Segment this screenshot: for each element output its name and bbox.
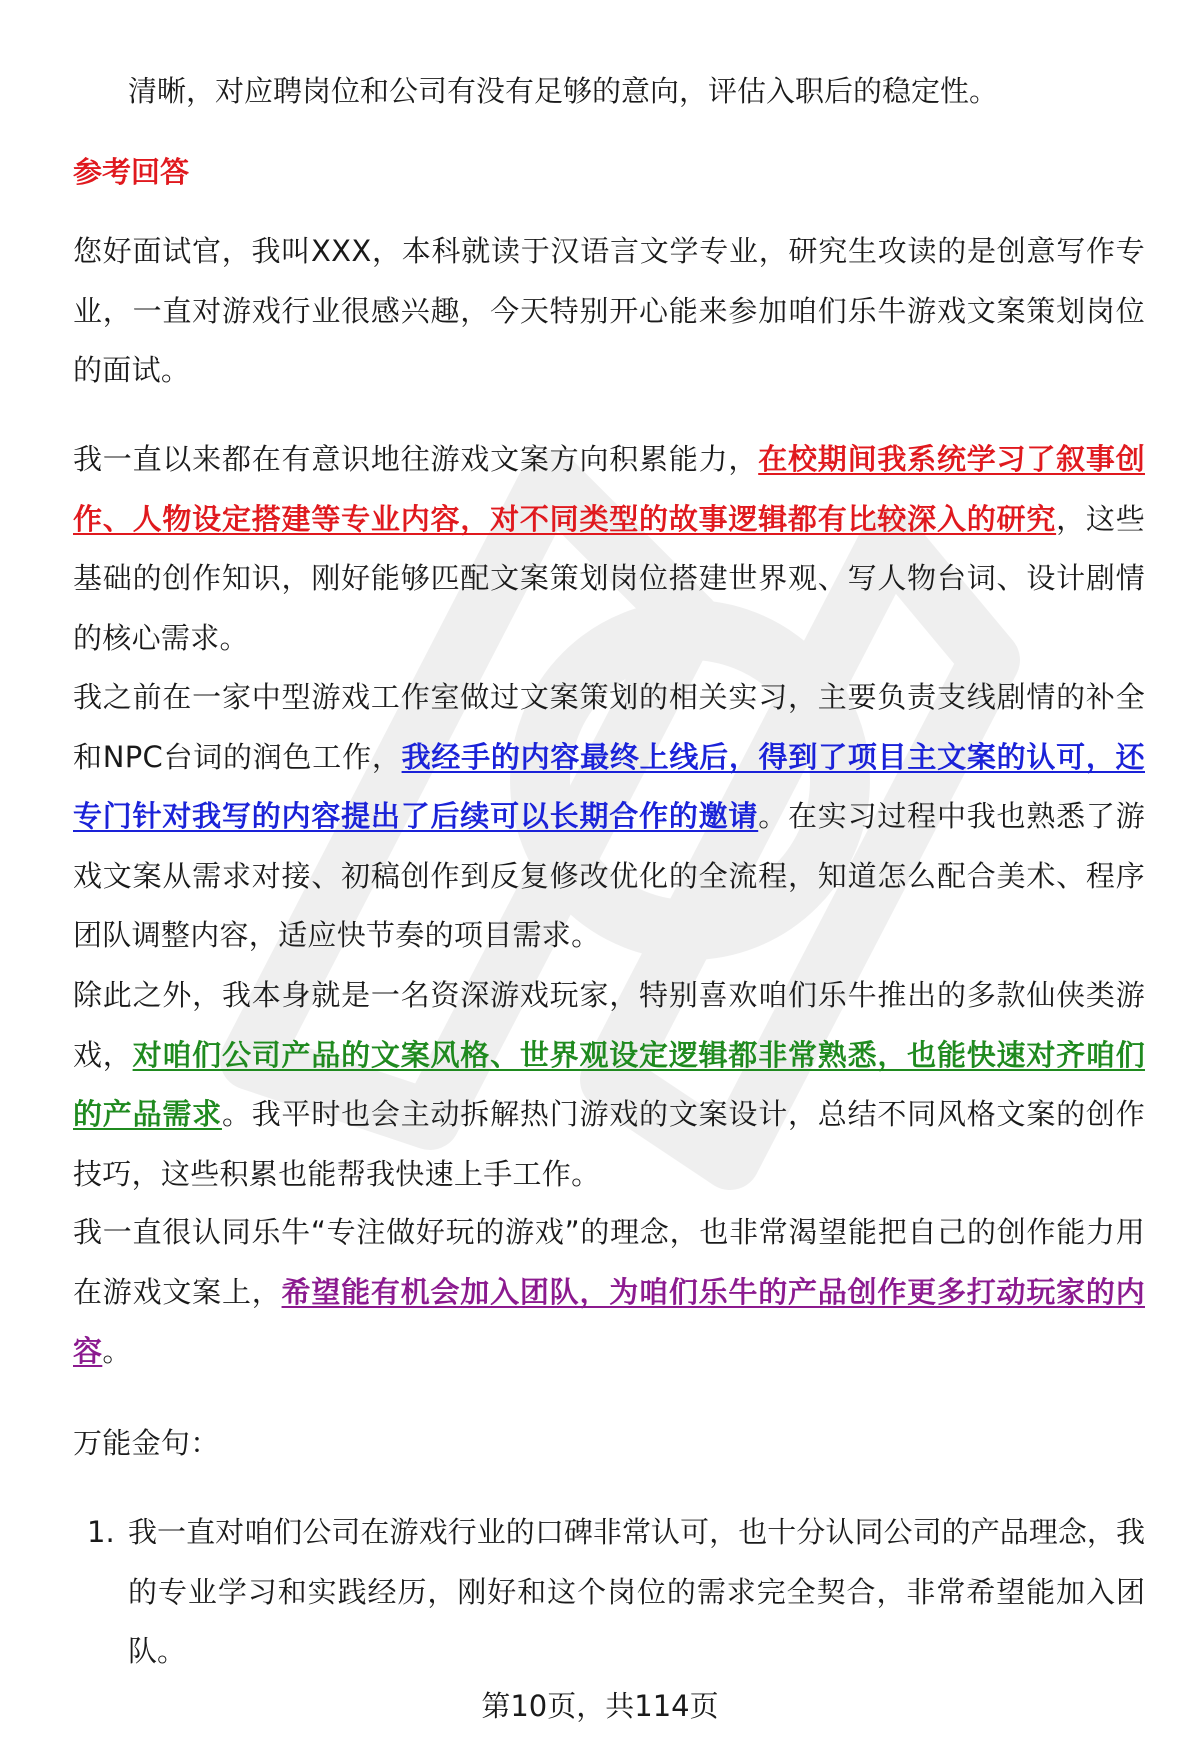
section-heading: 参考回答 <box>73 155 190 189</box>
highlight-blue: 我经手的内容最终上线后，得到了项目主文案的认可，还专门针对我写的内容提出了后续可以长期合作的邀请 <box>73 739 1145 833</box>
golden-sentences-label: 万能金句： <box>73 1426 220 1460</box>
paragraph-text: 。我平时也会主动拆解热门游戏的文案设计，总结不同风格文案的创作技巧，这些积累也能帮我快速上手工作。 <box>73 1097 1145 1191</box>
highlight-green: 对咱们公司产品的文案风格、世界观设定逻辑都非常熟悉，也能快速对齐咱们的产品需求 <box>73 1037 1146 1131</box>
paragraph-text: 我一直以来都在有意识地往游戏文案方向积累能力， <box>73 442 759 476</box>
list-item <box>73 1503 1145 1682</box>
paragraph-text: 除此之外，我本身就是一名资深游戏玩家，特别喜欢咱们乐牛推出的多款仙侠类游戏， <box>73 978 1145 1072</box>
answer-paragraph-5 <box>73 1203 1145 1382</box>
highlight-purple: 希望能有机会加入团队，为咱们乐牛的产品创作更多打动玩家的内容 <box>73 1274 1145 1368</box>
paragraph-text: 我一直很认同乐牛“专注做好玩的游戏”的理念，也非常渴望能把自己的创作能力用在游戏文案上， <box>73 1215 1145 1309</box>
paragraph-text: 我之前在一家中型游戏工作室做过文案策划的相关实习，主要负责支线剧情的补全和NPC台词的润色工作， <box>73 680 1145 774</box>
list-item-text: 我一直对咱们公司在游戏行业的口碑非常认可，也十分认同公司的产品理念，我的专业学习和实践经历，刚好和这个岗位的需求完全契合，非常希望能加入团队。 <box>128 1515 1145 1668</box>
paragraph-text: 。在实习过程中我也熟悉了游戏文案从需求对接、初稿创作到反复修改优化的全流程，知道怎么配合美术、程序团队调整内容，适应快节奏的项目需求。 <box>73 799 1145 952</box>
highlight-red: 在校期间我系统学习了叙事创作、人物设定搭建等专业内容，对不同类型的故事逻辑都有比较深入的研究 <box>73 442 1145 536</box>
paragraph-text: 。 <box>102 1334 132 1368</box>
answer-paragraph-3 <box>73 668 1145 966</box>
intro-tail-text: 清晰，对应聘岗位和公司有没有足够的意向，评估入职后的稳定性。 <box>128 74 999 108</box>
golden-sentences-list <box>73 1503 1145 1682</box>
answer-paragraph-4 <box>73 966 1145 1204</box>
page-number-footer: 第10页，共114页 <box>481 1689 719 1723</box>
list-item-number: 1. <box>87 1515 115 1549</box>
answer-paragraph-1: 您好面试官，我叫XXX，本科就读于汉语言文学专业，研究生攻读的是创意写作专业，一直对游戏行业很感兴趣，今天特别开心能来参加咱们乐牛游戏文案策划岗位的面试。 <box>73 234 1145 387</box>
paragraph-text: ，这些基础的创作知识，刚好能够匹配文案策划岗位搭建世界观、写人物台词、设计剧情的核心需求。 <box>73 501 1145 655</box>
answer-paragraph-2 <box>73 430 1145 668</box>
